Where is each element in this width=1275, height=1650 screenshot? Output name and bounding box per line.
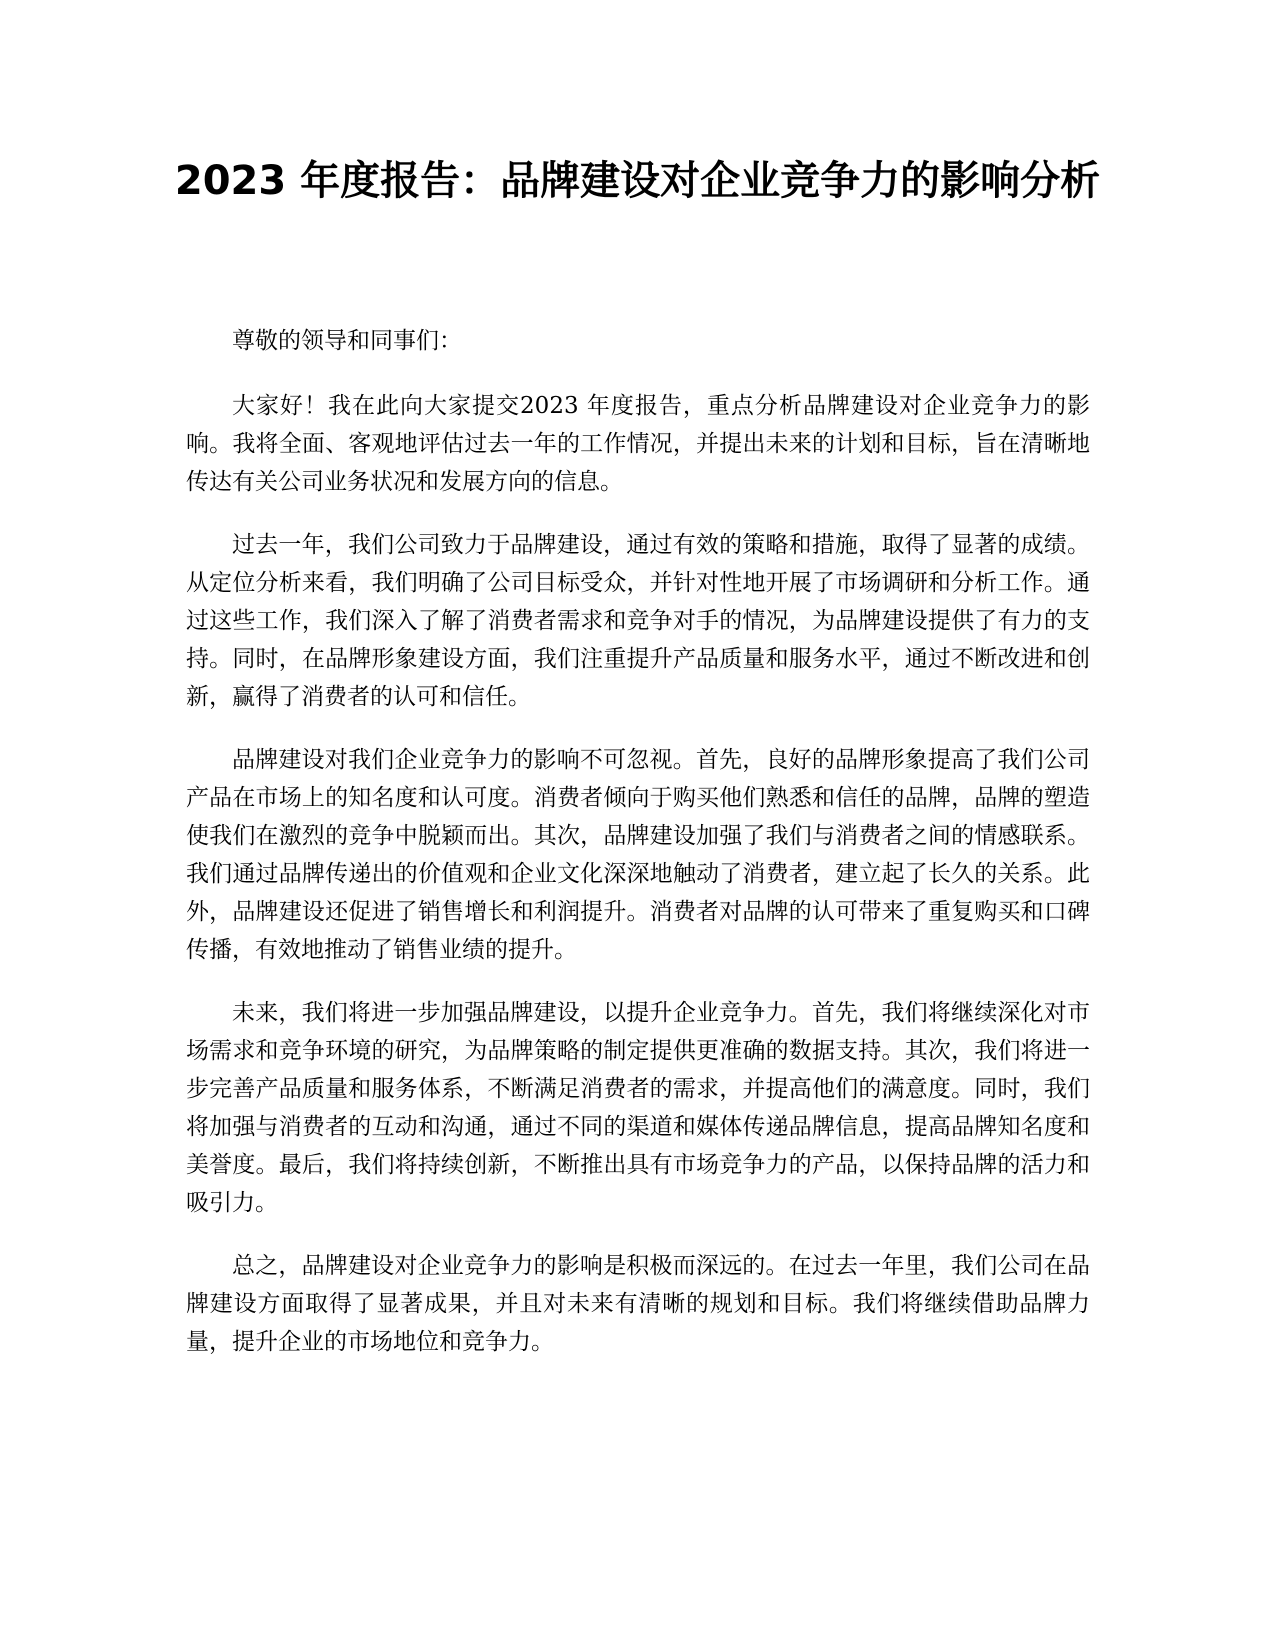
paragraph-future: 未来，我们将进一步加强品牌建设，以提升企业竞争力。首先，我们将继续深化对市场需求和竞争环境的研究，为品牌策略的制定提供更准确的数据支持。其次，我们将进一步完善产品质量和服务体系，不断满足消费者的需求，并提高他们的满意度。同时，我们将加强与消费者的互动和沟通，通过不同的渠道和媒体传递品牌信息，提高品牌知名度和美誉度。最后，我们将持续创新，不断推出具有市场竞争力的产品，以保持品牌的活力和吸引力。: [186, 1000, 1090, 1216]
document-title: 2023 年度报告：品牌建设对企业竞争力的影响分析: [174, 158, 1101, 204]
document-body: [186, 322, 1090, 1386]
paragraph-intro: 大家好！我在此向大家提交2023 年度报告，重点分析品牌建设对企业竞争力的影响。我将全面、客观地评估过去一年的工作情况，并提出未来的计划和目标，旨在清晰地传达有关公司业务状况和发展方向的信息。: [186, 393, 1090, 495]
paragraph-conclusion: 总之，品牌建设对企业竞争力的影响是积极而深远的。在过去一年里，我们公司在品牌建设方面取得了显著成果，并且对未来有清晰的规划和目标。我们将继续借助品牌力量，提升企业的市场地位和竞争力。: [186, 1253, 1090, 1355]
paragraph-past-year: 过去一年，我们公司致力于品牌建设，通过有效的策略和措施，取得了显著的成绩。从定位分析来看，我们明确了公司目标受众，并针对性地开展了市场调研和分析工作。通过这些工作，我们深入了解了消费者需求和竞争对手的情况，为品牌建设提供了有力的支持。同时，在品牌形象建设方面，我们注重提升产品质量和服务水平，通过不断改进和创新，赢得了消费者的认可和信任。: [186, 532, 1090, 710]
paragraph-impact: 品牌建设对我们企业竞争力的影响不可忽视。首先，良好的品牌形象提高了我们公司产品在市场上的知名度和认可度。消费者倾向于购买他们熟悉和信任的品牌，品牌的塑造使我们在激烈的竞争中脱颖而出。其次，品牌建设加强了我们与消费者之间的情感联系。我们通过品牌传递出的价值观和企业文化深深地触动了消费者，建立起了长久的关系。此外，品牌建设还促进了销售增长和利润提升。消费者对品牌的认可带来了重复购买和口碑传播，有效地推动了销售业绩的提升。: [186, 747, 1090, 963]
salutation: 尊敬的领导和同事们：: [232, 328, 462, 354]
